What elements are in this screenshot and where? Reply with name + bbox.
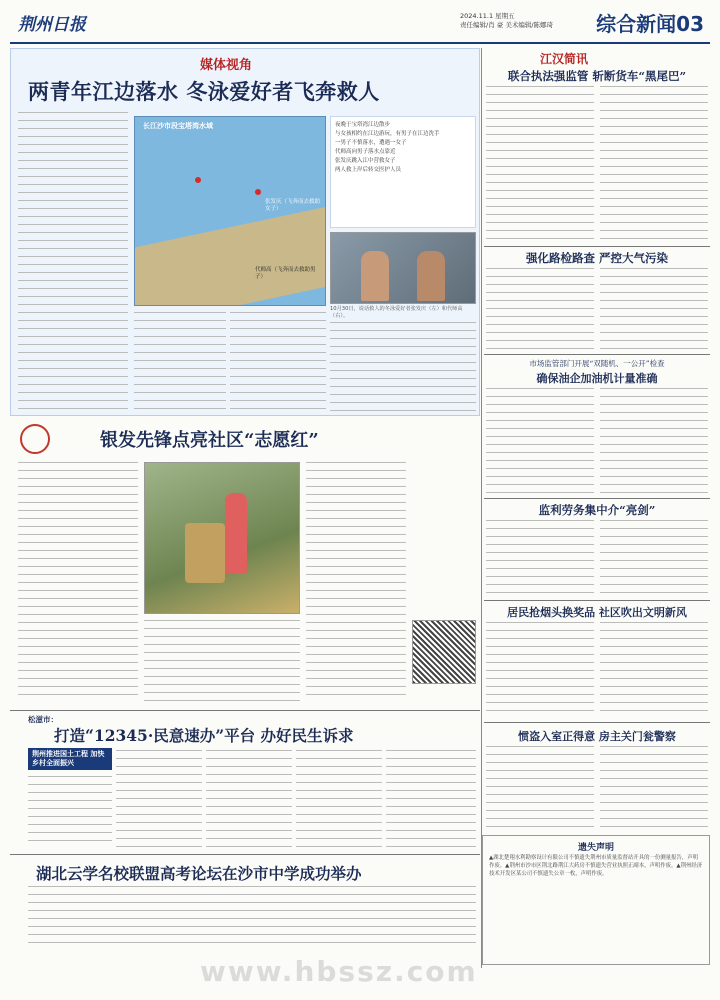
notice-title: 遗失声明 xyxy=(577,843,614,853)
photo-caption: 10月30日，说话救人的冬泳爱好者张发庆（左）和代师高（右）。 xyxy=(330,306,463,319)
lost-notice-box xyxy=(482,835,710,965)
map-title: 长江沙市段宝塔湾水域 xyxy=(143,122,213,130)
news-headline: 强化路检路查 严控大气污染 xyxy=(525,251,668,265)
songzi-body-text xyxy=(206,750,292,848)
steps-panel xyxy=(330,116,476,228)
news-body-text xyxy=(600,520,708,596)
river-bank xyxy=(135,207,326,306)
page-title: 综合新闻03 xyxy=(596,12,704,36)
divider xyxy=(10,710,480,711)
editor-line: 责任编辑/肖 豪 美术编辑/陈娜琦 xyxy=(460,21,554,29)
songzi-kicker: 松滋市： xyxy=(28,715,58,724)
rescue-point-marker xyxy=(255,189,261,195)
divider xyxy=(484,354,710,355)
divider xyxy=(484,246,710,247)
feature-body-text xyxy=(134,312,226,412)
step-item: 一男子不慎落水，遭遇一女子 xyxy=(335,140,407,146)
rescue-photo xyxy=(330,232,476,304)
step-item: 与女孩相约在江边游玩，有男子在江边洗手 xyxy=(335,131,440,137)
news-headline: 确保油企加油机计量准确 xyxy=(536,372,658,385)
step-item: 夜晚于宝塔湾江边散步 xyxy=(335,122,391,128)
news-body-text xyxy=(600,746,708,830)
masthead xyxy=(10,4,710,44)
songzi-body-text xyxy=(116,750,202,848)
songzi-body-text xyxy=(28,776,112,848)
divider xyxy=(484,600,710,601)
newspaper-logo: 荆州日报 xyxy=(18,15,86,35)
feature-body-text xyxy=(330,322,476,412)
news-body-text xyxy=(486,622,594,718)
news-body-text xyxy=(600,86,708,242)
silver-headline: 银发先锋点亮社区“志愿红” xyxy=(100,430,319,451)
divider xyxy=(10,854,480,855)
silver-body-text xyxy=(306,462,406,702)
silver-body-text xyxy=(18,462,138,702)
news-body-text xyxy=(600,388,708,494)
harvest-bundle xyxy=(185,523,225,583)
news-body-text xyxy=(486,520,594,596)
person-figure xyxy=(361,251,389,301)
masthead-info xyxy=(460,12,553,30)
feature-tag: 媒体视角 xyxy=(200,58,253,73)
map-label: 张发庆（飞奔而去救助女子） xyxy=(265,199,321,212)
news-body-text xyxy=(600,268,708,350)
news-headline: 居民抢烟头换奖品 社区吹出文明新风 xyxy=(507,606,687,619)
qr-code xyxy=(412,620,476,684)
person-figure xyxy=(417,251,445,301)
news-headline: 联合执法强监管 斩断货车“黑尾巴” xyxy=(507,69,687,83)
column-divider xyxy=(481,48,482,968)
river-map xyxy=(134,116,326,306)
volunteer-figure xyxy=(225,493,247,573)
volunteer-photo xyxy=(144,462,300,614)
feature-headline: 两青年江边落水 冬泳爱好者飞奔救人 xyxy=(28,79,380,104)
date-line: 2024.11.1 星期五 xyxy=(460,12,515,20)
step-item: 两人救上岸后转交医护人员 xyxy=(335,167,402,173)
news-headline: 惯盗入室正得意 房主关门瓮警察 xyxy=(518,730,676,743)
songzi-body-text xyxy=(296,750,382,848)
party-emblem-icon xyxy=(20,424,50,454)
rescue-point-marker xyxy=(195,177,201,183)
map-label: 代师高（飞奔而去救助男子） xyxy=(255,267,316,280)
steps-list xyxy=(335,121,473,175)
feature-body-text xyxy=(18,112,128,412)
bottom-body-text xyxy=(28,886,476,946)
news-body-text xyxy=(486,86,594,242)
watermark: www.hbssz.com xyxy=(200,955,478,988)
news-body-text xyxy=(486,388,594,494)
right-section-title: 江汉简讯 xyxy=(540,52,589,66)
songzi-subbox: 荆州推进国土工程 加快乡村全面振兴 xyxy=(28,748,112,770)
step-item: 张发庆跳入江中营救女子 xyxy=(335,158,396,164)
notice-text: ▲湖北楚翔水利勘察设计有限公司不慎遗失荆州市质量监督站开具的一份测量报告，声明作废。▲荆州市沙市区荆北路荆江大药房不慎遗失营业执照正副本，声明作废。▲荆州经济技术开发区某公司不慎遗失公章一枚，声明作废。 xyxy=(489,855,703,877)
news-body-text xyxy=(486,268,594,350)
songzi-headline: 打造“12345·民意速办”平台 办好民生诉求 xyxy=(54,726,354,745)
news-kicker: 市场监管部门开展“双随机、一公开”检查 xyxy=(529,359,665,368)
songzi-body-text xyxy=(386,750,476,848)
divider xyxy=(484,722,710,723)
bottom-headline: 湖北云学名校联盟高考论坛在沙市中学成功举办 xyxy=(36,864,362,883)
step-item: 代师高向男子落水点靠近 xyxy=(335,149,396,155)
news-headline: 监利劳务集中介“亮剑” xyxy=(538,503,656,517)
news-body-text xyxy=(486,746,594,830)
news-body-text xyxy=(600,622,708,718)
divider xyxy=(484,498,710,499)
silver-body-text xyxy=(144,620,300,702)
feature-body-text xyxy=(230,312,326,412)
